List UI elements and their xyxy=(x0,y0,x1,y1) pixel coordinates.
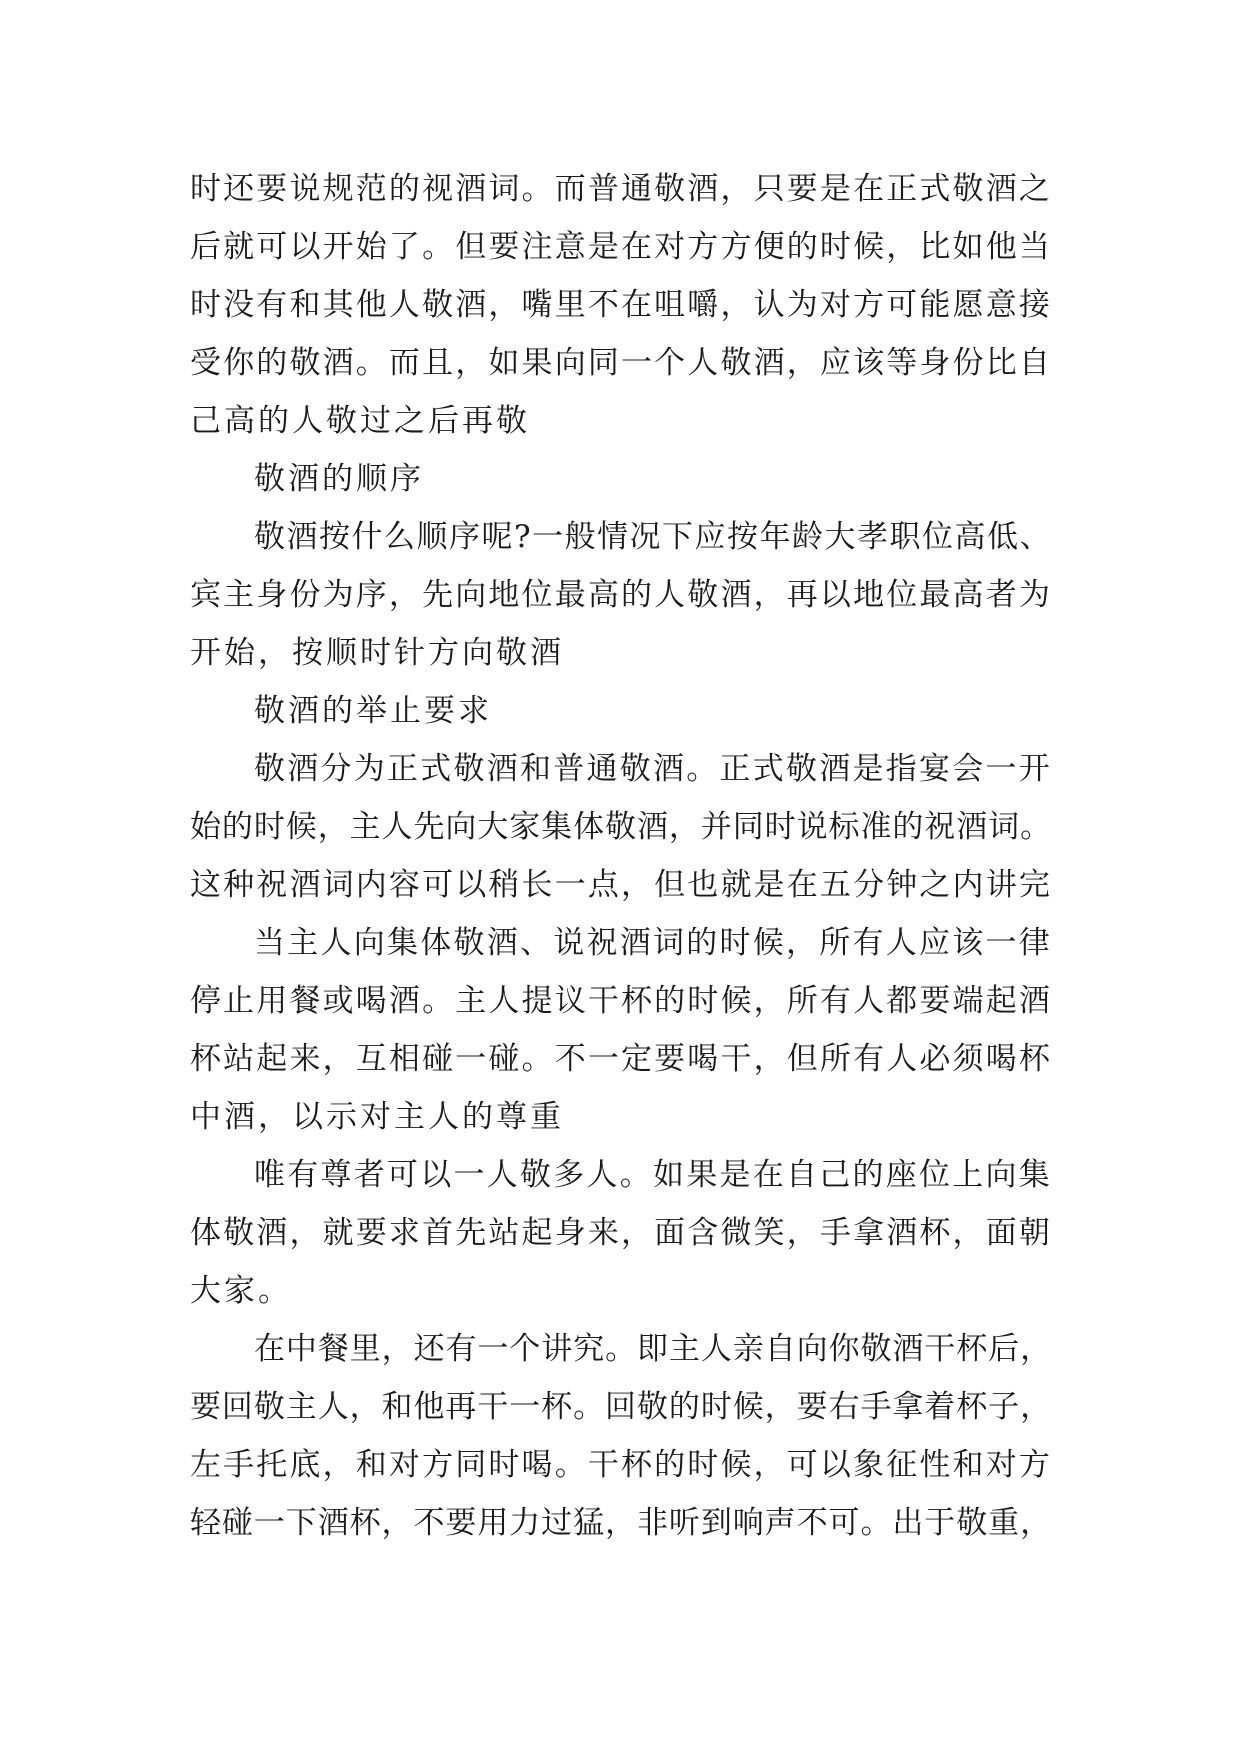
text-line: 大家。 xyxy=(190,1273,292,1309)
text-line: 体敬酒，就要求首先站起身来，面含微笑，手拿酒杯，面朝 xyxy=(190,1215,1052,1251)
section-heading xyxy=(190,682,1052,740)
text-line: 中酒，以示对主人的尊重 xyxy=(190,1099,564,1135)
text-line: 要回敬主人，和他再干一杯。回敬的时候，要右手拿着杯子， xyxy=(190,1389,1052,1425)
section-heading xyxy=(190,450,1052,508)
text-line: 敬酒按什么顺序呢?一般情况下应按年龄大孝职位高低、 xyxy=(254,519,1052,555)
text-line: 敬酒分为正式敬酒和普通敬酒。正式敬酒是指宴会一开 xyxy=(254,751,1052,787)
text-line: 左手托底，和对方同时喝。干杯的时候，可以象征性和对方 xyxy=(190,1447,1052,1483)
text-line: 受你的敬酒。而且，如果向同一个人敬酒，应该等身份比自 xyxy=(190,345,1052,381)
text-line: 在中餐里，还有一个讲究。即主人亲自向你敬酒干杯后， xyxy=(254,1331,1052,1367)
text-line: 宾主身份为序，先向地位最高的人敬酒，再以地位最高者为 xyxy=(190,577,1052,613)
paragraph xyxy=(190,1146,1052,1320)
paragraph xyxy=(190,914,1052,1146)
text-line: 开始，按顺时针方向敬酒 xyxy=(190,635,564,671)
text-line: 敬酒的顺序 xyxy=(254,461,424,497)
text-line: 敬酒的举止要求 xyxy=(254,693,492,729)
paragraph xyxy=(190,1320,1052,1552)
text-line: 己高的人敬过之后再敬 xyxy=(190,403,530,439)
text-line: 当主人向集体敬酒、说祝酒词的时候，所有人应该一律 xyxy=(254,925,1052,961)
paragraph xyxy=(190,740,1052,914)
text-line: 停止用餐或喝酒。主人提议干杯的时候，所有人都要端起酒 xyxy=(190,983,1052,1019)
text-line: 轻碰一下酒杯，不要用力过猛，非听到响声不可。出于敬重， xyxy=(190,1505,1052,1541)
paragraph xyxy=(190,160,1052,450)
paragraph xyxy=(190,508,1052,682)
document-body xyxy=(190,160,1052,1552)
text-line: 唯有尊者可以一人敬多人。如果是在自己的座位上向集 xyxy=(254,1157,1052,1193)
text-line: 这种祝酒词内容可以稍长一点，但也就是在五分钟之内讲完 xyxy=(190,867,1052,903)
text-line: 后就可以开始了。但要注意是在对方方便的时候，比如他当 xyxy=(190,229,1052,265)
text-line: 时没有和其他人敬酒，嘴里不在咀嚼，认为对方可能愿意接 xyxy=(190,287,1052,323)
text-line: 杯站起来，互相碰一碰。不一定要喝干，但所有人必须喝杯 xyxy=(190,1041,1052,1077)
text-line: 始的时候，主人先向大家集体敬酒，并同时说标准的祝酒词。 xyxy=(190,809,1052,845)
text-line: 时还要说规范的视酒词。而普通敬酒，只要是在正式敬酒之 xyxy=(190,171,1052,207)
